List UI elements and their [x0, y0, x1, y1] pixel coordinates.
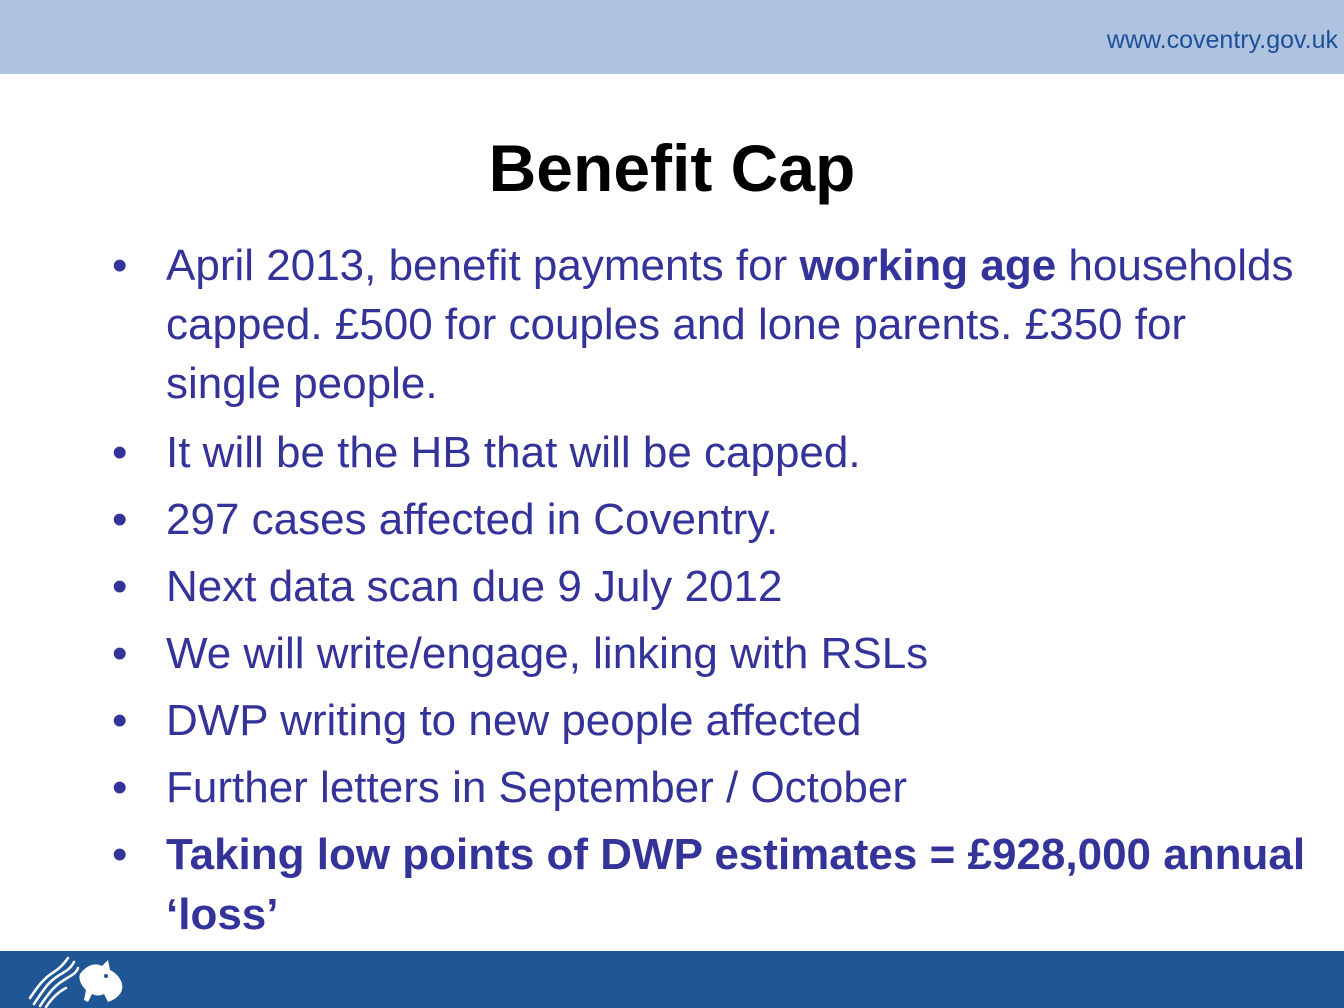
footer-band — [0, 951, 1344, 1008]
bullet-item-write-engage — [112, 624, 1312, 684]
bullet-item-hb-capped — [112, 423, 1312, 483]
bullet-text-part: April 2013, benefit payments for — [166, 241, 800, 290]
bullet-marker-icon: • — [112, 562, 128, 611]
bullet-text: 297 cases affected in Coventry. — [166, 495, 779, 544]
slide-title: Benefit Cap — [488, 131, 856, 205]
bullet-marker-icon: • — [112, 428, 128, 477]
bullet-list — [112, 236, 1312, 952]
bullet-text: It will be the HB that will be capped. — [166, 428, 861, 477]
bullet-text-emphasis: working age — [799, 241, 1057, 290]
bullet-marker-icon: • — [112, 696, 128, 745]
coventry-elephant-crest-icon — [28, 944, 128, 1008]
bullet-text-emphasis: Taking low points of DWP estimates = £928,000 annual ‘loss’ — [166, 830, 1306, 939]
bullet-item-annual-loss — [112, 825, 1312, 945]
bullet-item-dwp-writing — [112, 691, 1312, 751]
bullet-text: Next data scan due 9 July 2012 — [166, 562, 783, 611]
website-url-link[interactable]: www.coventry.gov.uk — [1106, 26, 1338, 54]
bullet-marker-icon: • — [112, 241, 128, 290]
bullet-text: We will write/engage, linking with RSLs — [166, 629, 929, 678]
bullet-item-further-letters — [112, 758, 1312, 818]
bullet-marker-icon: • — [112, 495, 128, 544]
bullet-marker-icon: • — [112, 830, 128, 879]
bullet-text: Further letters in September / October — [166, 763, 907, 812]
bullet-text: DWP writing to new people affected — [166, 696, 862, 745]
bullet-item-benefit-cap — [112, 236, 1312, 413]
bullet-marker-icon: • — [112, 629, 128, 678]
bullet-marker-icon: • — [112, 763, 128, 812]
bullet-item-next-data-scan — [112, 557, 1312, 617]
bullet-text-part: households capped. £500 for couples and lone parents. £350 for single people. — [166, 241, 1294, 408]
bullet-item-cases-affected — [112, 490, 1312, 550]
